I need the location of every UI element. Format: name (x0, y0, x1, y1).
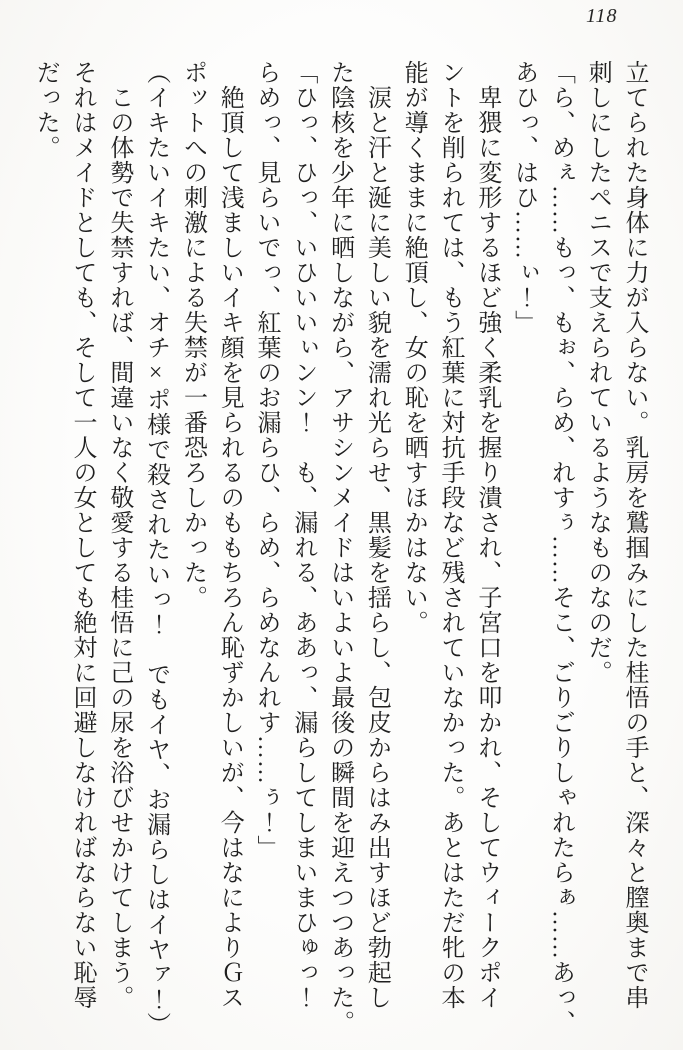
text-column: この体勢で失禁すれば、間違いなく敬愛する桂悟に己の尿を浴びせかけてしまう。 (105, 60, 132, 1010)
text-column: ントを削られては、もう紅葉に対抗手段など残されていなかった。あとはただ牝の本 (437, 60, 464, 1010)
text-column: 「ら、めぇ……もっ、もぉ、らめ、れすぅ……そこ、ごりごりしゃれたらぁ……あっ、 (547, 60, 574, 1035)
text-column: 絶頂して浅ましいイキ顔を見られるのももちろん恥ずかしいが、今はなによりＧス (216, 60, 243, 1010)
page-number: 118 (586, 5, 618, 27)
text-column: ポットへの刺激による失禁が一番恐ろしかった。 (179, 60, 206, 610)
text-column: 刺しにしたペニスで支えられているようなものなのだ。 (584, 60, 611, 685)
text-column: 「ひっ、ひっ、いひいいぃンン！ も、漏れる、ああっ、漏らしてしまいまひゅっ！ (289, 60, 316, 1010)
text-block (26, 60, 652, 1045)
text-column: だった。 (32, 60, 59, 160)
text-column: 能が導くままに絶頂し、女の恥を晒すほかはない。 (400, 60, 427, 635)
text-column: た陰核を少年に晒しながら、アサシンメイドはいよいよ最後の瞬間を迎えつつあった。 (326, 60, 353, 1035)
text-column: （イキたいイキたい、オチ×ポ様で殺されたいっ！ でもイヤ、お漏らしはイヤァ！） (142, 60, 169, 1037)
text-column: 涙と汗と涎に美しい貌を濡れ光らせ、黒髪を揺らし、包皮からはみ出すほど勃起し (363, 60, 390, 1010)
text-column: 卑猥に変形するほど強く柔乳を握り潰され、子宮口を叩かれ、そしてウィークポイ (473, 60, 500, 1010)
text-column: 立てられた身体に力が入らない。乳房を鷲掴みにした桂悟の手と、深々と膣奥まで串 (621, 60, 647, 1010)
text-column: あひっ、はひ……ぃ！」 (510, 60, 537, 335)
text-column: それはメイドとしても、そして一人の女としても絶対に回避しなければならない恥辱 (69, 60, 96, 1010)
text-column: らめっ、見らいでっ、紅葉のお漏らひ、らめ、らめなんれす……ぅ！」 (253, 60, 280, 860)
